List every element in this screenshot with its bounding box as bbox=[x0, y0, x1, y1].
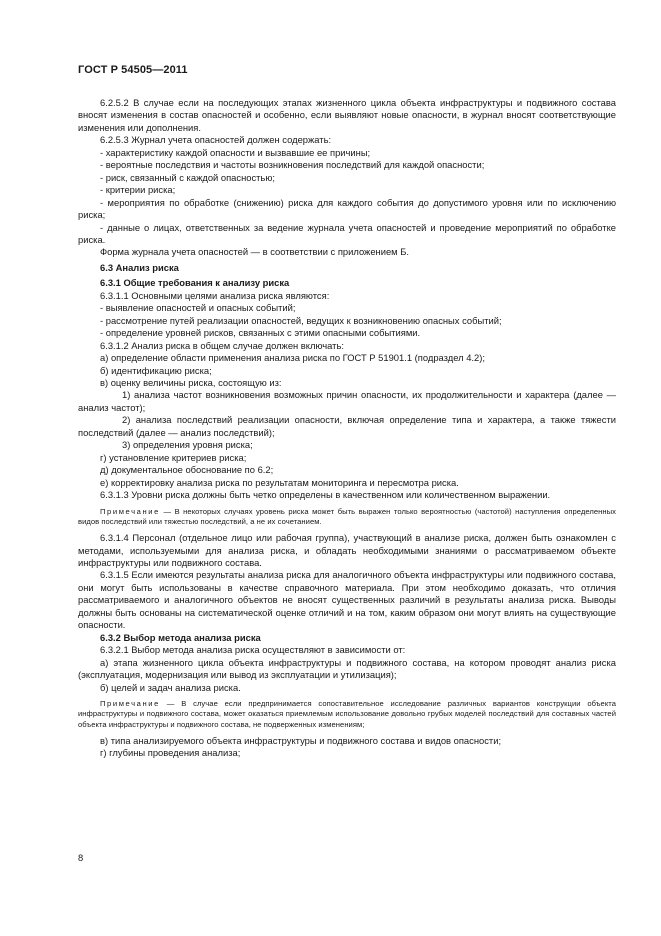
document-body bbox=[78, 97, 616, 760]
note bbox=[78, 699, 616, 730]
note-label: Примечание bbox=[100, 506, 160, 516]
subsection-heading: 6.3.2 Выбор метода анализа риска bbox=[100, 631, 261, 643]
paragraph: 6.3.1.3 Уровни риска должны быть четко определены в качественном или количественном выражении. bbox=[100, 489, 551, 501]
list-item: - мероприятия по обработке (снижению) риска для каждого события до допустимого уровня или по исключению риска; bbox=[78, 196, 616, 221]
list-item: а) этапа жизненного цикла объекта инфраструктуры и подвижного состава, на котором проводят анализ риска (эксплуатация, модернизация или вывод из эксплуатации и утилизация); bbox=[78, 656, 616, 681]
list-item: а) определение области применения анализа риска по ГОСТ Р 51901.1 (подраздел 4.2); bbox=[100, 352, 485, 364]
list-item: - рассмотрение путей реализации опасностей, ведущих к возникновению опасных событий; bbox=[100, 314, 502, 326]
standard-header: ГОСТ Р 54505—2011 bbox=[78, 64, 188, 76]
list-item: б) целей и задач анализа риска. bbox=[100, 681, 241, 693]
note-text: — В некоторых случаях уровень риска может быть выражен только вероятностью (частотой) наступления определенных видов последствий или тяжестью последствий, а не их сочетанием. bbox=[78, 506, 616, 526]
page-number: 8 bbox=[78, 852, 84, 863]
list-item: - критерии риска; bbox=[100, 184, 176, 196]
list-item: г) глубины проведения анализа; bbox=[100, 747, 241, 759]
section-heading: 6.3 Анализ риска bbox=[100, 261, 179, 273]
sub-list-item: 2) анализа последствий реализации опасности, включая определение типа и характера, а также тяжести последствий (далее — анализ последствий); bbox=[78, 414, 616, 438]
list-item: е) корректировку анализа риска по результатам мониторинга и пересмотра риска. bbox=[100, 476, 459, 488]
list-item: - риск, связанный с каждой опасностью; bbox=[100, 171, 275, 183]
list-item: - выявление опасностей и опасных событий; bbox=[100, 302, 296, 314]
sub-list-item: 1) анализа частот возникновения возможных причин опасности, их продолжительности и характера (далее — анализ частот); bbox=[78, 389, 616, 413]
list-item: б) идентификацию риска; bbox=[100, 364, 212, 376]
paragraph: 6.3.1.5 Если имеются результаты анализа риска для аналогичного объекта инфраструктуры или подвижного состава, они могут быть использованы в качестве справочного материала. При этом необходимо доказать, что отличия рассматриваемого и аналогичного объектов не вносят существенных различий в результаты анализа риска. Выводы должны быть основаны на систематической оценке отличий и на том, каким образом они могут влиять на существующие опасности. bbox=[78, 569, 616, 631]
list-item: д) документальное обоснование по 6.2; bbox=[100, 464, 274, 476]
paragraph: 6.2.5.2 В случае если на последующих этапах жизненного цикла объекта инфраструктуры и подвижного состава вносят изменения в состав опасностей и особенно, если выявляют новые опасности, в журнал вносят соответствующие изменения или дополнения. bbox=[78, 97, 616, 133]
list-item: в) оценку величины риска, состоящую из: bbox=[100, 376, 282, 388]
paragraph: 6.2.5.3 Журнал учета опасностей должен содержать: bbox=[100, 134, 332, 146]
paragraph: 6.3.1.4 Персонал (отдельное лицо или рабочая группа), участвующий в анализе риска, должен быть ознакомлен с методами, используемыми для анализа риска, и обладать необходимыми знаниями о рассматриваемом объекте инфраструктуры или подвижного состава. bbox=[78, 532, 616, 568]
list-item: - характеристику каждой опасности и вызвавшие ее причины; bbox=[100, 146, 371, 158]
list-item: в) типа анализируемого объекта инфраструктуры и подвижного состава и видов опасности; bbox=[100, 734, 502, 746]
list-item: - данные о лицах, ответственных за ведение журнала учета опасностей и проведение мероприятий по обработке риска. bbox=[78, 221, 616, 245]
paragraph: 6.3.2.1 Выбор метода анализа риска осуществляют в зависимости от: bbox=[100, 644, 406, 656]
note-text: — В случае если предпринимается сопоставительное исследование различных вариантов конструкции объекта инфраструктуры и подвижного состава, может оказаться приемлемым использование довольно грубых моделей последствий для составных частей объекта инфраструктуры и подвижного состава, не подверженных изменениям; bbox=[78, 698, 616, 729]
note-label: Примечание bbox=[100, 698, 160, 708]
list-item: - определение уровней рисков, связанных с этими опасными событиями. bbox=[100, 327, 421, 339]
sub-list-item: 3) определения уровня риска; bbox=[122, 439, 253, 451]
note bbox=[78, 507, 616, 528]
paragraph: 6.3.1.2 Анализ риска в общем случае должен включать: bbox=[100, 339, 344, 351]
paragraph: Форма журнала учета опасностей — в соответствии с приложением Б. bbox=[100, 246, 409, 258]
list-item: г) установление критериев риска; bbox=[100, 451, 247, 463]
list-item: - вероятные последствия и частоты возникновения последствий для каждой опасности; bbox=[100, 159, 485, 171]
subsection-heading: 6.3.1 Общие требования к анализу риска bbox=[100, 277, 290, 289]
paragraph: 6.3.1.1 Основными целями анализа риска являются: bbox=[100, 289, 330, 301]
